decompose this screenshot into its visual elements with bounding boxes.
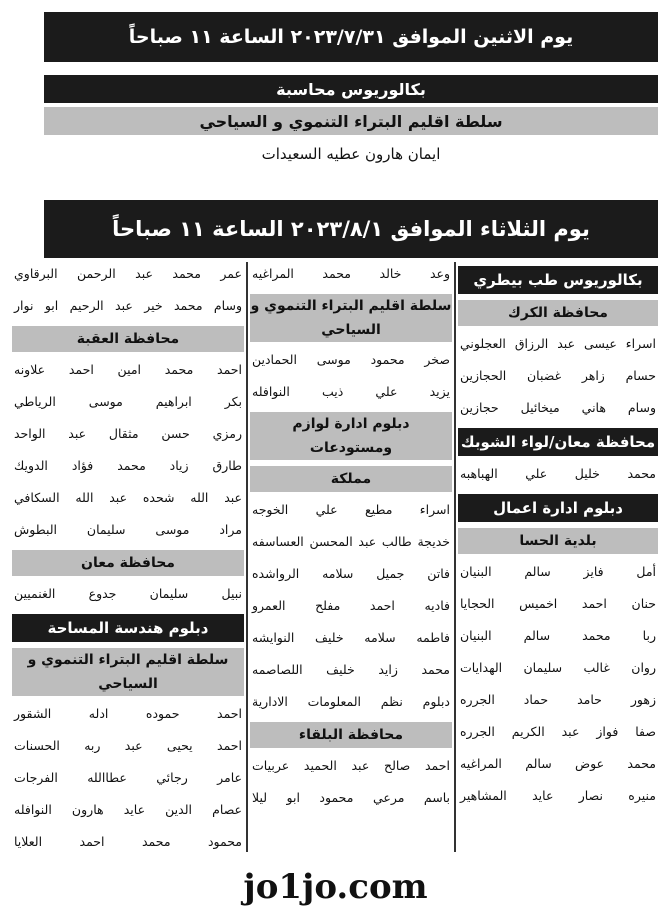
list-item: أمل فايز سالم البنيان (460, 564, 656, 579)
candidate-name: ايمان هارون عطيه السعيدات (261, 145, 441, 163)
column-right (458, 262, 658, 852)
list-item: محمود محمد احمد العلايا (14, 834, 242, 849)
section-heading: بكالوريوس طب بيطري (458, 266, 658, 294)
column-middle (250, 262, 452, 852)
list-item: محمد خليل علي الهباهبه (460, 466, 656, 481)
list-item: خديجة طالب عبد المحسن العساسفه (252, 534, 450, 549)
subsection-heading: مملكة (250, 466, 452, 492)
list-item: فاطمه سلامه خليف النوايشه (252, 630, 450, 645)
column-divider (246, 262, 248, 852)
day2-header: يوم الثلاثاء الموافق ٢٠٢٣/٨/١ الساعة ١١ صباحاً (44, 200, 658, 258)
list-item: دبلوم نظم المعلومات الادارية (252, 694, 450, 709)
list-item: اسراء مطيع علي الخوجه (252, 502, 450, 517)
list-item: وسام محمد خير عبد الرحيم ابو نوار (14, 298, 242, 313)
list-item: احمد حموده ادله الشقور (14, 706, 242, 721)
list-item: عصام الدين عايد هارون النوافله (14, 802, 242, 817)
list-item: فاديه احمد مفلح العمرو (252, 598, 450, 613)
list-item: مراد موسى سليمان البطوش (14, 522, 242, 537)
list-item: رمزي حسن مثقال عبد الواحد (14, 426, 242, 441)
list-item: وعد خالد محمد المراغيه (252, 266, 450, 281)
section-heading: دبلوم هندسة المساحة (12, 614, 244, 642)
subsection-heading: سلطة اقليم البتراء التنموي و السياحي (250, 294, 452, 342)
list-item: عامر رجائي عطاالله الفرجات (14, 770, 242, 785)
list-item: احمد يحيى عبد ربه الحسنات (14, 738, 242, 753)
list-item: بكر ابراهيم موسى الرياطي (14, 394, 242, 409)
authority-header: سلطة اقليم البتراء التنموي و السياحي (44, 107, 658, 135)
list-item: طارق زياد محمد فؤاد الدويك (14, 458, 242, 473)
section-heading: دبلوم ادارة اعمال (458, 494, 658, 522)
list-item: ربا محمد سالم البنيان (460, 628, 656, 643)
list-item: منيره نصار عايد المشاهير (460, 788, 656, 803)
list-item: عمر محمد عبد الرحمن البرقاوي (14, 266, 242, 281)
list-item: زهور حامد حماد الجرره (460, 692, 656, 707)
list-item: روان غالب سليمان الهدايات (460, 660, 656, 675)
list-item: اسراء عيسى عبد الرزاق العجلوني (460, 336, 656, 351)
list-item: محمد عوض سالم المراغيه (460, 756, 656, 771)
subsection-heading: محافظة معان (12, 550, 244, 576)
site-watermark: jo1jo.com (243, 867, 428, 907)
list-item: باسم مرعي محمود ابو ليلا (252, 790, 450, 805)
day1-header: يوم الاثنين الموافق ٢٠٢٣/٧/٣١ الساعة ١١ صباحاً (44, 12, 658, 62)
list-item: صفا فواز عبد الكريم الجرره (460, 724, 656, 739)
column-divider (454, 262, 456, 852)
column-left (12, 262, 244, 852)
subsection-heading: بلدية الحسا (458, 528, 658, 554)
subsection-heading: محافظة العقبة (12, 326, 244, 352)
list-item: عبد الله شحده عبد الله السكافي (14, 490, 242, 505)
subsection-heading: دبلوم ادارة لوازم ومستودعات (250, 412, 452, 460)
list-item: احمد صالح عبد الحميد عربيات (252, 758, 450, 773)
list-item: احمد محمد امين احمد علاونه (14, 362, 242, 377)
subsection-heading: محافظة البلقاء (250, 722, 452, 748)
subsection-heading: محافظة الكرك (458, 300, 658, 326)
list-item: محمد زايد خليف اللصاصمه (252, 662, 450, 677)
section-heading: محافظة معان/لواء الشوبك (458, 428, 658, 456)
list-item: صخر محمود موسى الحمادين (252, 352, 450, 367)
list-item: وسام هاني ميخائيل حجازين (460, 400, 656, 415)
section-accounting-header: بكالوريوس محاسبة (44, 75, 658, 103)
list-item: حنان احمد اخميس الحجايا (460, 596, 656, 611)
list-item: فاتن جميل سلامه الرواشده (252, 566, 450, 581)
list-item: حسام زاهر غضبان الحجازين (460, 368, 656, 383)
subsection-heading: سلطة اقليم البتراء التنموي و السياحي (12, 648, 244, 696)
list-item: نبيل سليمان جدوع الغنميين (14, 586, 242, 601)
list-item: يزيد علي ذيب النوافله (252, 384, 450, 399)
